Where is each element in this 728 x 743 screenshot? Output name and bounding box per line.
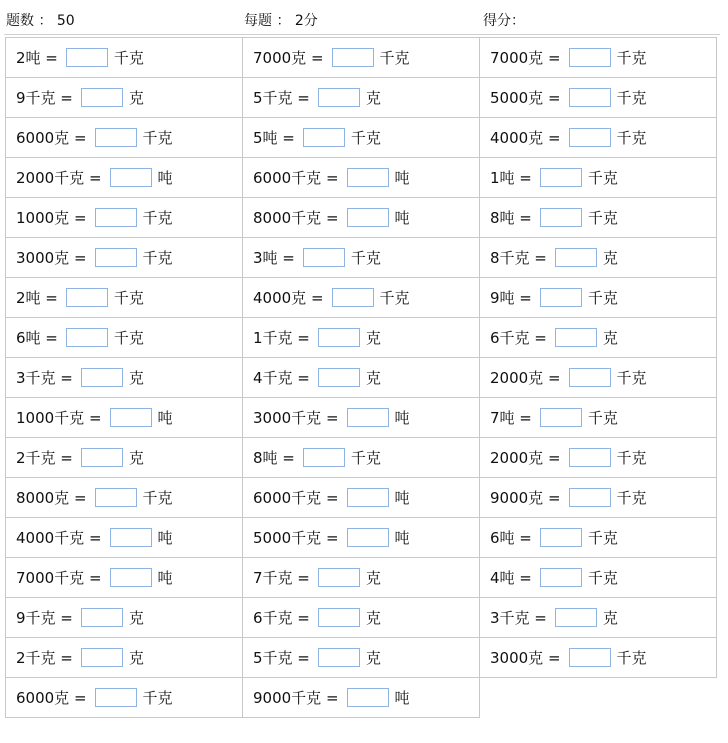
question-cell <box>480 598 717 638</box>
question-cell <box>243 38 480 78</box>
answer-input[interactable] <box>110 568 152 587</box>
empty-cell <box>480 678 717 718</box>
question-row <box>6 398 717 438</box>
question-cell <box>243 638 480 678</box>
unit-label: 千克 <box>587 209 618 227</box>
question-cell <box>480 318 717 358</box>
unit-label: 吨 <box>394 689 410 707</box>
unit-label: 千克 <box>113 289 144 307</box>
answer-input[interactable] <box>555 248 597 267</box>
answer-input[interactable] <box>569 128 611 147</box>
question-text: 4000克 = <box>490 129 561 147</box>
question-cell <box>6 358 243 398</box>
score-label: 得分： <box>483 13 525 29</box>
question-cell <box>243 118 480 158</box>
answer-input[interactable] <box>569 648 611 667</box>
unit-label: 千克 <box>350 249 381 267</box>
unit-label: 千克 <box>142 249 173 267</box>
answer-input[interactable] <box>95 688 137 707</box>
question-cell <box>243 478 480 518</box>
answer-input[interactable] <box>95 488 137 507</box>
question-cell <box>6 278 243 318</box>
answer-input[interactable] <box>66 328 108 347</box>
question-cell <box>6 398 243 438</box>
question-cell <box>6 558 243 598</box>
question-cell <box>6 638 243 678</box>
unit-label: 千克 <box>142 209 173 227</box>
question-text: 9吨 = <box>490 289 532 307</box>
unit-label: 千克 <box>587 169 618 187</box>
header-divider <box>4 34 720 35</box>
answer-input[interactable] <box>540 168 582 187</box>
question-row <box>6 78 717 118</box>
answer-input[interactable] <box>303 128 345 147</box>
unit-label: 吨 <box>157 569 173 587</box>
answer-input[interactable] <box>569 488 611 507</box>
unit-label: 千克 <box>587 529 618 547</box>
question-cell <box>6 518 243 558</box>
question-text: 9000千克 = <box>253 689 339 707</box>
question-cell <box>480 558 717 598</box>
question-cell <box>480 78 717 118</box>
question-text: 5000千克 = <box>253 529 339 547</box>
answer-input[interactable] <box>347 408 389 427</box>
question-text: 2000克 = <box>490 449 561 467</box>
unit-label: 千克 <box>142 489 173 507</box>
question-text: 9000克 = <box>490 489 561 507</box>
question-text: 6000克 = <box>16 689 87 707</box>
question-cell <box>6 478 243 518</box>
question-cell <box>6 118 243 158</box>
question-cell <box>6 238 243 278</box>
answer-input[interactable] <box>318 568 360 587</box>
question-text: 3000千克 = <box>253 409 339 427</box>
answer-input[interactable] <box>81 608 123 627</box>
answer-input[interactable] <box>318 328 360 347</box>
unit-label: 克 <box>128 369 144 387</box>
question-text: 3千克 = <box>16 369 73 387</box>
question-cell <box>480 478 717 518</box>
question-text: 9千克 = <box>16 89 73 107</box>
question-cell <box>480 238 717 278</box>
answer-input[interactable] <box>540 528 582 547</box>
question-row <box>6 518 717 558</box>
question-text: 8吨 = <box>490 209 532 227</box>
answer-input[interactable] <box>110 408 152 427</box>
answer-input[interactable] <box>95 248 137 267</box>
question-cell <box>243 238 480 278</box>
unit-label: 千克 <box>350 129 381 147</box>
answer-input[interactable] <box>347 688 389 707</box>
unit-label: 克 <box>602 249 618 267</box>
unit-label: 吨 <box>394 169 410 187</box>
unit-label: 克 <box>128 449 144 467</box>
answer-input[interactable] <box>555 608 597 627</box>
unit-label: 克 <box>365 329 381 347</box>
question-text: 6千克 = <box>253 609 310 627</box>
answer-input[interactable] <box>569 448 611 467</box>
unit-label: 吨 <box>157 409 173 427</box>
question-text: 1000千克 = <box>16 409 102 427</box>
answer-input[interactable] <box>347 168 389 187</box>
unit-label: 千克 <box>616 49 647 67</box>
unit-label: 吨 <box>394 209 410 227</box>
question-cell <box>6 438 243 478</box>
answer-input[interactable] <box>110 168 152 187</box>
unit-label: 千克 <box>113 49 144 67</box>
question-text: 8000克 = <box>16 489 87 507</box>
question-row <box>6 278 717 318</box>
question-cell <box>243 598 480 638</box>
question-row <box>6 478 717 518</box>
question-cell <box>6 318 243 358</box>
unit-label: 千克 <box>379 289 410 307</box>
unit-label: 千克 <box>616 449 647 467</box>
unit-label: 克 <box>128 89 144 107</box>
answer-input[interactable] <box>66 288 108 307</box>
question-cell <box>243 318 480 358</box>
question-text: 3吨 = <box>253 249 295 267</box>
question-text: 6吨 = <box>490 529 532 547</box>
question-cell <box>480 518 717 558</box>
unit-label: 千克 <box>587 289 618 307</box>
question-row <box>6 118 717 158</box>
unit-label: 吨 <box>394 529 410 547</box>
question-cell <box>480 638 717 678</box>
question-text: 1吨 = <box>490 169 532 187</box>
question-count: 题数 ： 50 <box>6 13 75 29</box>
answer-input[interactable] <box>303 248 345 267</box>
question-text: 6吨 = <box>16 329 58 347</box>
question-text: 4千克 = <box>253 369 310 387</box>
answer-input[interactable] <box>81 368 123 387</box>
question-cell <box>243 438 480 478</box>
question-cell <box>6 78 243 118</box>
unit-label: 千克 <box>616 489 647 507</box>
question-text: 2吨 = <box>16 289 58 307</box>
question-text: 6000千克 = <box>253 489 339 507</box>
answer-input[interactable] <box>332 288 374 307</box>
question-text: 2000克 = <box>490 369 561 387</box>
question-row <box>6 38 717 78</box>
answer-input[interactable] <box>347 528 389 547</box>
answer-input[interactable] <box>569 368 611 387</box>
question-cell <box>243 518 480 558</box>
question-text: 3000克 = <box>16 249 87 267</box>
unit-label: 吨 <box>394 409 410 427</box>
question-text: 5吨 = <box>253 129 295 147</box>
unit-label: 克 <box>365 649 381 667</box>
question-text: 7000克 = <box>253 49 324 67</box>
answer-input[interactable] <box>81 648 123 667</box>
question-text: 5千克 = <box>253 649 310 667</box>
unit-label: 千克 <box>142 689 173 707</box>
question-text: 7千克 = <box>253 569 310 587</box>
question-text: 8000千克 = <box>253 209 339 227</box>
question-cell <box>6 158 243 198</box>
question-text: 7000千克 = <box>16 569 102 587</box>
question-text: 6000克 = <box>16 129 87 147</box>
unit-label: 克 <box>365 609 381 627</box>
question-cell <box>243 278 480 318</box>
question-text: 8千克 = <box>490 249 547 267</box>
question-cell <box>480 278 717 318</box>
unit-label: 千克 <box>616 369 647 387</box>
question-text: 3千克 = <box>490 609 547 627</box>
answer-input[interactable] <box>81 448 123 467</box>
question-row <box>6 238 717 278</box>
answer-input[interactable] <box>540 288 582 307</box>
question-text: 3000克 = <box>490 649 561 667</box>
question-cell <box>243 158 480 198</box>
unit-label: 千克 <box>113 329 144 347</box>
question-cell <box>480 358 717 398</box>
question-text: 2000千克 = <box>16 169 102 187</box>
question-text: 2千克 = <box>16 449 73 467</box>
question-cell <box>6 198 243 238</box>
question-grid <box>5 37 717 718</box>
question-text: 6千克 = <box>490 329 547 347</box>
unit-label: 千克 <box>587 409 618 427</box>
question-row <box>6 158 717 198</box>
question-text: 5千克 = <box>253 89 310 107</box>
question-cell <box>243 678 480 718</box>
answer-input[interactable] <box>347 488 389 507</box>
unit-label: 千克 <box>616 129 647 147</box>
question-row <box>6 678 717 718</box>
unit-label: 千克 <box>350 449 381 467</box>
answer-input[interactable] <box>347 208 389 227</box>
unit-label: 克 <box>365 89 381 107</box>
question-cell <box>480 198 717 238</box>
question-text: 2吨 = <box>16 49 58 67</box>
question-cell <box>6 678 243 718</box>
answer-input[interactable] <box>303 448 345 467</box>
answer-input[interactable] <box>318 88 360 107</box>
answer-input[interactable] <box>66 48 108 67</box>
unit-label: 千克 <box>587 569 618 587</box>
question-text: 2千克 = <box>16 649 73 667</box>
question-row <box>6 558 717 598</box>
question-text: 7吨 = <box>490 409 532 427</box>
question-text: 4000克 = <box>253 289 324 307</box>
question-row <box>6 438 717 478</box>
answer-input[interactable] <box>95 208 137 227</box>
question-cell <box>480 118 717 158</box>
unit-label: 千克 <box>379 49 410 67</box>
unit-label: 克 <box>128 609 144 627</box>
question-text: 9千克 = <box>16 609 73 627</box>
question-row <box>6 358 717 398</box>
answer-input[interactable] <box>110 528 152 547</box>
question-text: 1千克 = <box>253 329 310 347</box>
question-cell <box>6 38 243 78</box>
question-row <box>6 598 717 638</box>
question-row <box>6 638 717 678</box>
question-text: 4吨 = <box>490 569 532 587</box>
question-cell <box>480 158 717 198</box>
question-cell <box>480 438 717 478</box>
answer-input[interactable] <box>569 88 611 107</box>
question-cell <box>243 398 480 438</box>
unit-label: 克 <box>365 569 381 587</box>
unit-label: 吨 <box>394 489 410 507</box>
unit-label: 克 <box>602 329 618 347</box>
answer-input[interactable] <box>318 368 360 387</box>
question-cell <box>243 198 480 238</box>
question-text: 7000克 = <box>490 49 561 67</box>
answer-input[interactable] <box>540 568 582 587</box>
unit-label: 千克 <box>616 649 647 667</box>
answer-input[interactable] <box>569 48 611 67</box>
question-text: 1000克 = <box>16 209 87 227</box>
question-cell <box>480 398 717 438</box>
question-row <box>6 318 717 358</box>
answer-input[interactable] <box>81 88 123 107</box>
question-text: 6000千克 = <box>253 169 339 187</box>
unit-label: 吨 <box>157 169 173 187</box>
question-cell <box>243 558 480 598</box>
answer-input[interactable] <box>95 128 137 147</box>
question-cell <box>6 598 243 638</box>
answer-input[interactable] <box>540 408 582 427</box>
question-text: 5000克 = <box>490 89 561 107</box>
unit-label: 克 <box>128 649 144 667</box>
question-cell <box>480 38 717 78</box>
answer-input[interactable] <box>332 48 374 67</box>
unit-label: 克 <box>365 369 381 387</box>
unit-label: 千克 <box>142 129 173 147</box>
unit-label: 吨 <box>157 529 173 547</box>
answer-input[interactable] <box>318 608 360 627</box>
question-cell <box>243 358 480 398</box>
unit-label: 克 <box>602 609 618 627</box>
worksheet-header <box>0 0 728 36</box>
answer-input[interactable] <box>555 328 597 347</box>
question-text: 8吨 = <box>253 449 295 467</box>
question-text: 4000千克 = <box>16 529 102 547</box>
unit-label: 千克 <box>616 89 647 107</box>
answer-input[interactable] <box>318 648 360 667</box>
question-cell <box>243 78 480 118</box>
answer-input[interactable] <box>540 208 582 227</box>
points-per-question: 每题 ： 2分 <box>244 13 318 29</box>
question-row <box>6 198 717 238</box>
